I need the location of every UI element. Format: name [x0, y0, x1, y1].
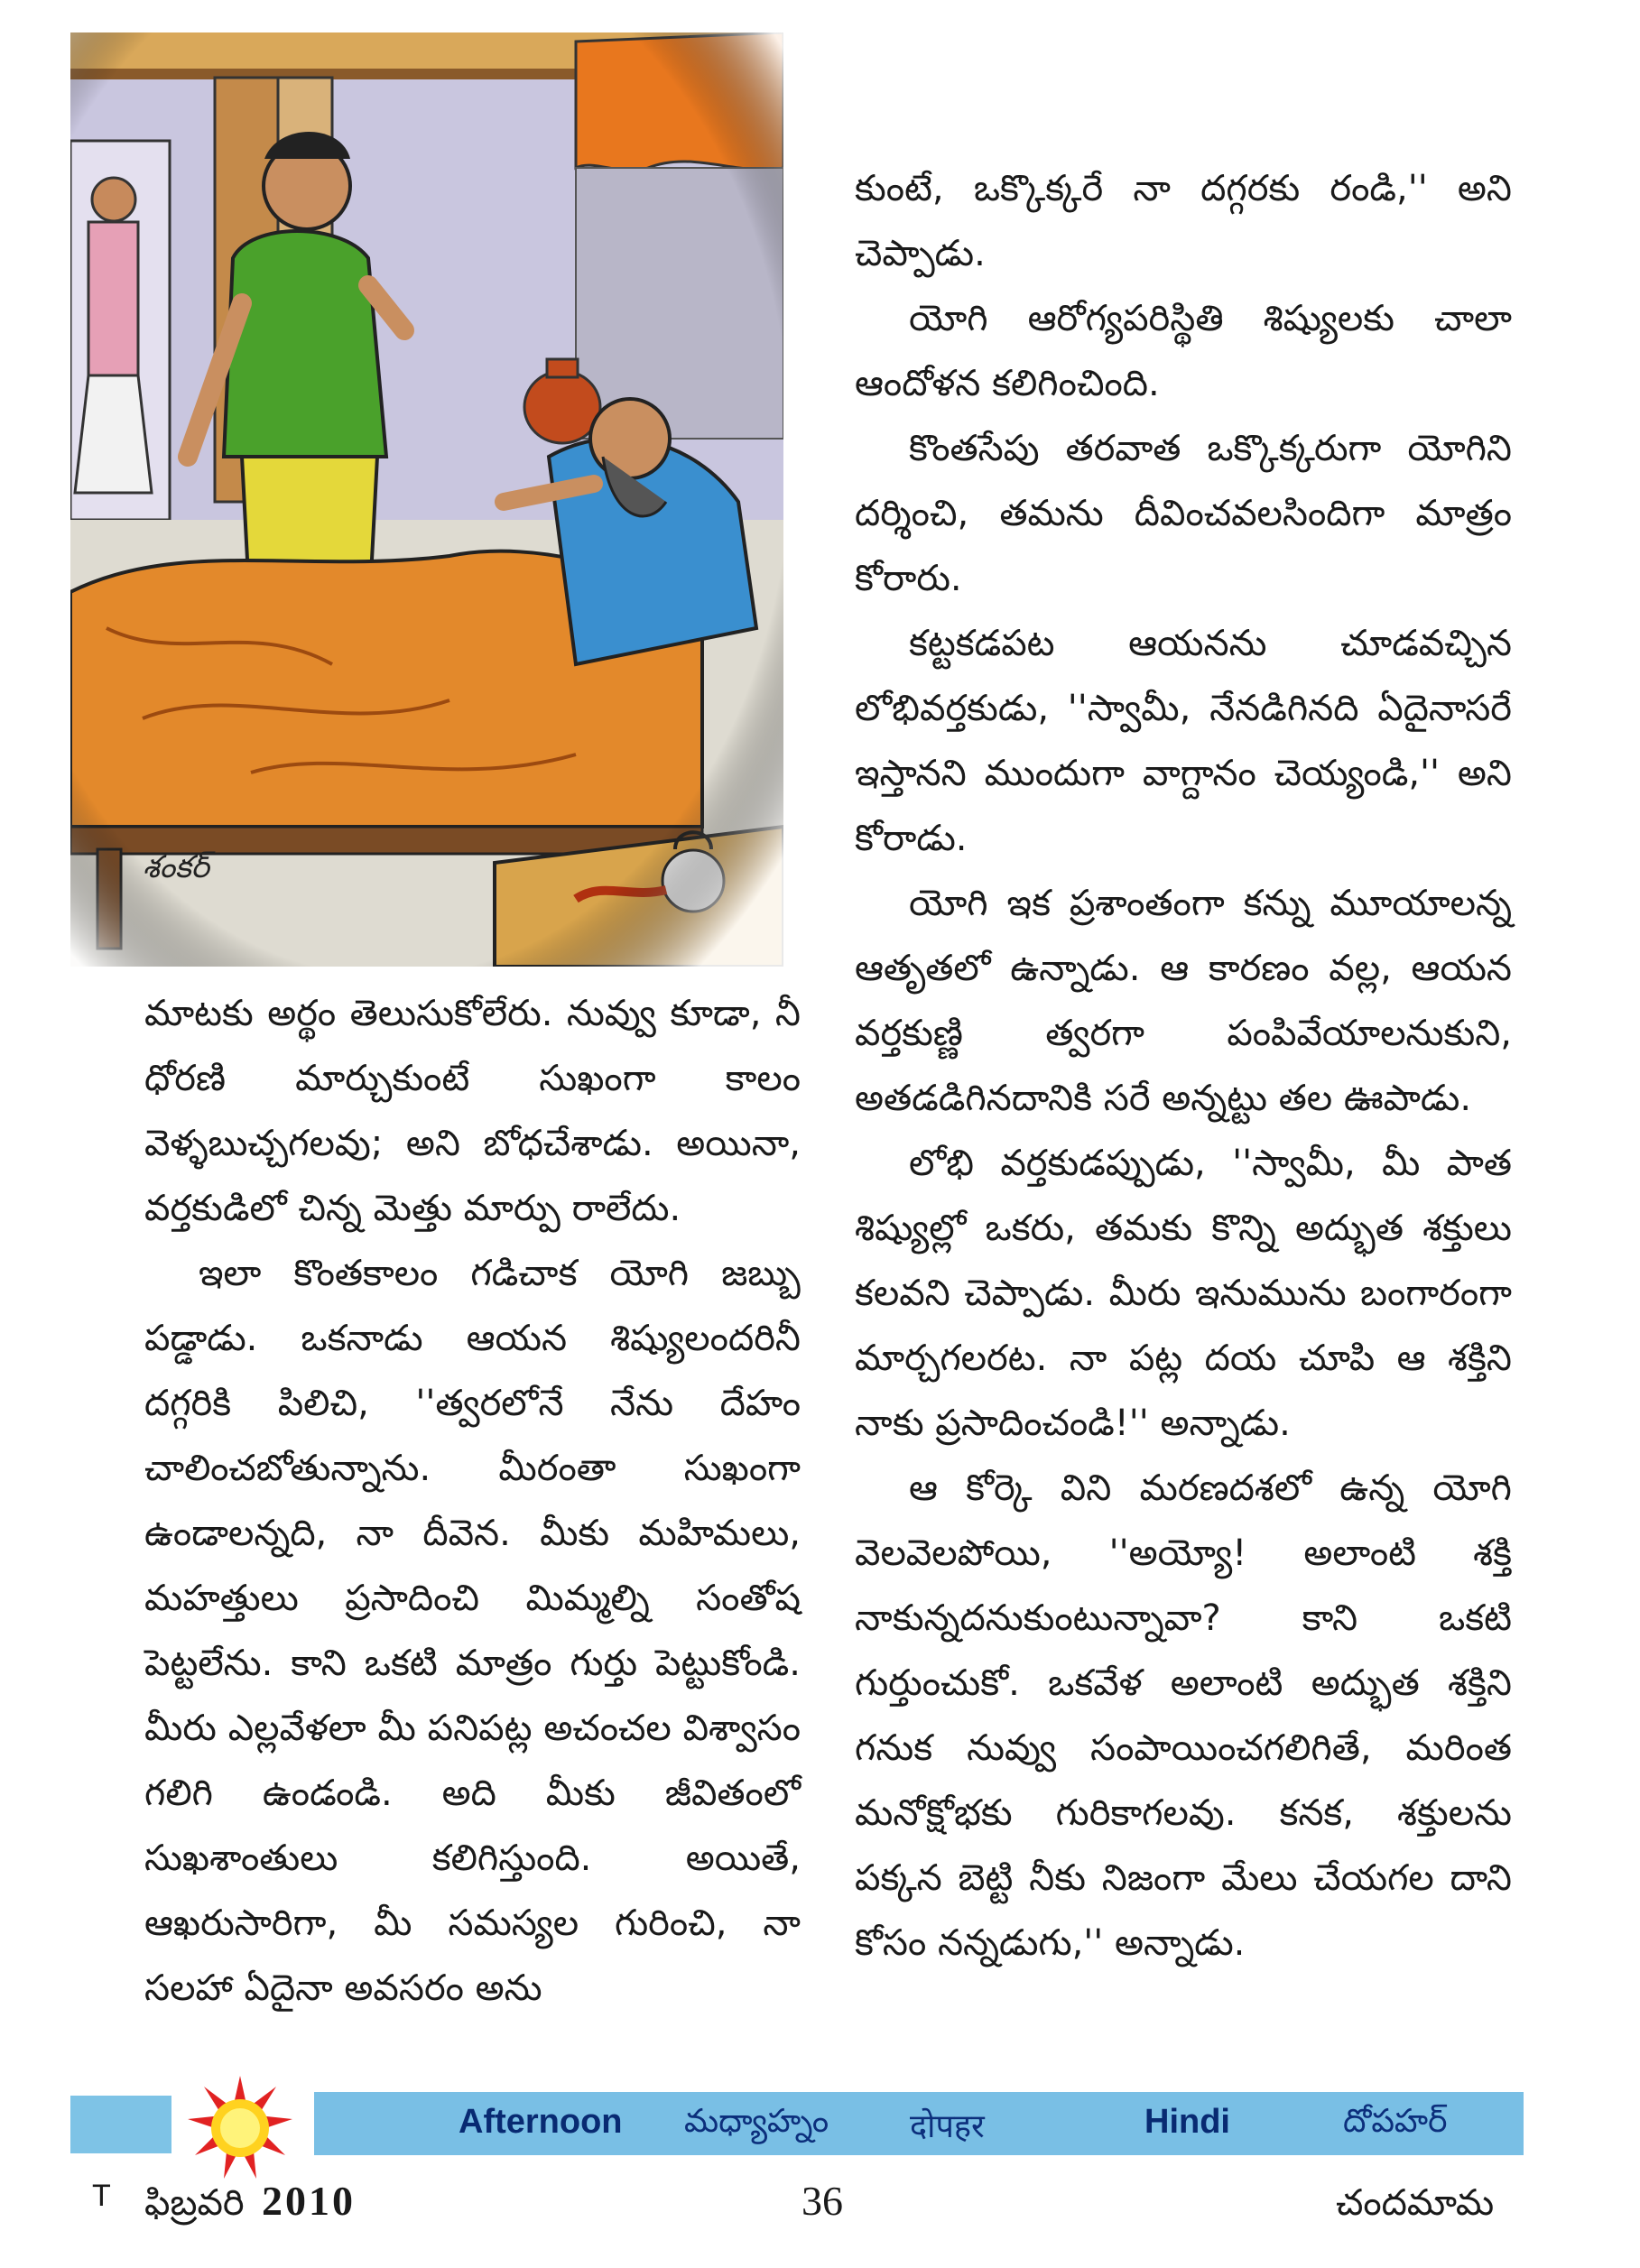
- band-right-strip: [314, 2092, 1524, 2155]
- right-column: [855, 156, 1512, 1976]
- footer-year: 2010: [262, 2178, 356, 2224]
- paragraph: మాటకు అర్థం తెలుసుకోలేరు. నువ్వు కూడా, నీ ధోరణి మార్చుకుంటే సుఖంగా కాలం వెళ్ళబుచ్చగలవు; అని బోధచేశాడు. అయినా, వర్తకుడిలో చిన్న మెత్తు మార్పు రాలేదు.: [144, 993, 801, 1229]
- footer-month: ఫిబ్రవరి: [144, 2182, 245, 2224]
- paragraph: యోగి ఆరోగ్యపరిస్థితి శిష్యులకు చాలా ఆందోళన కలిగించింది.: [855, 298, 1512, 404]
- paragraph: లోభి వర్తకుడప్పుడు, ''స్వామీ, మీ పాత శిష్యుల్లో ఒకరు, తమకు కొన్ని అద్భుత శక్తులు కలవని చెప్పాడు. మీరు ఇనుమును బంగారంగా మార్చగలరట. నా పట్ల దయ చూపి ఆ శక్తిని నాకు ప్రసాదించండి!'' అన్నాడు.: [855, 1143, 1512, 1444]
- footer-mark: T: [92, 2179, 111, 2213]
- paragraph: యోగి ఇక ప్రశాంతంగా కన్ను మూయాలన్న ఆతృతలో ఉన్నాడు. ఆ కారణం వల్ల, ఆయన వర్తకుణ్ణి త్వరగా పంపివేయాలనుకుని, అతడడిగినదానికి సరే అన్నట్టు తల ఊపాడు.: [855, 883, 1512, 1119]
- story-illustration: [70, 32, 783, 967]
- paragraph: ఆ కోర్కె విని మరణదశలో ఉన్న యోగి వెలవెలపోయి, ''అయ్యో! అలాంటి శక్తి నాకున్నదనుకుంటున్నావా? కాని ఒకటి గుర్తుంచుకో. ఒకవేళ అలాంటి అద్భుత శక్తిని గనుక నువ్వు సంపాయించగలిగితే, మరింత మనోక్షోభకు గురికాగలవు. కనక, శక్తులను పక్కన బెట్టి నీకు నిజంగా మేలు చేయగల దాని కోసం నన్నడుగు,'' అన్నాడు.: [855, 1467, 1512, 1964]
- band-word-telugu: మధ్యాహ్నం: [684, 2103, 829, 2140]
- magazine-name: చందమామ: [1336, 2182, 1495, 2224]
- band-word-english: Afternoon: [459, 2103, 623, 2141]
- band-word-transliteration: దోపహర్: [1343, 2103, 1448, 2140]
- band-left-strip: [70, 2096, 171, 2153]
- page-number: 36: [801, 2178, 843, 2224]
- paragraph: ఇలా కొంతకాలం గడిచాక యోగి జబ్బు పడ్డాడు. ఒకనాడు ఆయన శిష్యులందరినీ దగ్గరికి పిలిచి, ''త్వరలోనే నేను దేహం చాలించబోతున్నాను. మీరంతా సుఖంగా ఉండాలన్నది, నా దీవెన. మీకు మహిమలు, మహత్తులు ప్రసాదించి మిమ్మల్ని సంతోష పెట్టలేను. కాని ఒకటి మాత్రం గుర్తు పెట్టుకోండి. మీరు ఎల్లవేళలా మీ పనిపట్ల అచంచల విశ్వాసం గలిగి ఉండండి. అది మీకు జీవితంలో సుఖశాంతులు కలిగిస్తుంది. అయితే, ఆఖరుసారిగా, మీ సమస్యల గురించి, నా సలహా ఏదైనా అవసరం అను: [144, 1253, 801, 2009]
- time-vocabulary-band: [70, 2092, 1524, 2155]
- left-column: [144, 981, 801, 2021]
- story-illustration-icon: [70, 32, 783, 967]
- band-word-hindi-script: दोपहर: [910, 2108, 985, 2145]
- sun-icon: [186, 2074, 294, 2182]
- band-word-language: Hindi: [1144, 2103, 1230, 2141]
- paragraph: కట్టకడపట ఆయనను చూడవచ్చిన లోభివర్తకుడు, ''స్వామీ, నేనడిగినది ఏదైనాసరే ఇస్తానని ముందుగా వాగ్దానం చెయ్యండి,'' అని కోరాడు.: [855, 623, 1512, 859]
- page-footer: [0, 2177, 1640, 2231]
- paragraph: కుంటే, ఒక్కొక్కరే నా దగ్గరకు రండి,'' అని చెప్పాడు.: [855, 168, 1512, 274]
- paragraph: కొంతసేపు తరవాత ఒక్కొక్కరుగా యోగిని దర్శించి, తమను దీవించవలసిందిగా మాత్రం కోరారు.: [855, 428, 1512, 599]
- illustrator-signature: శంకర్: [143, 849, 209, 885]
